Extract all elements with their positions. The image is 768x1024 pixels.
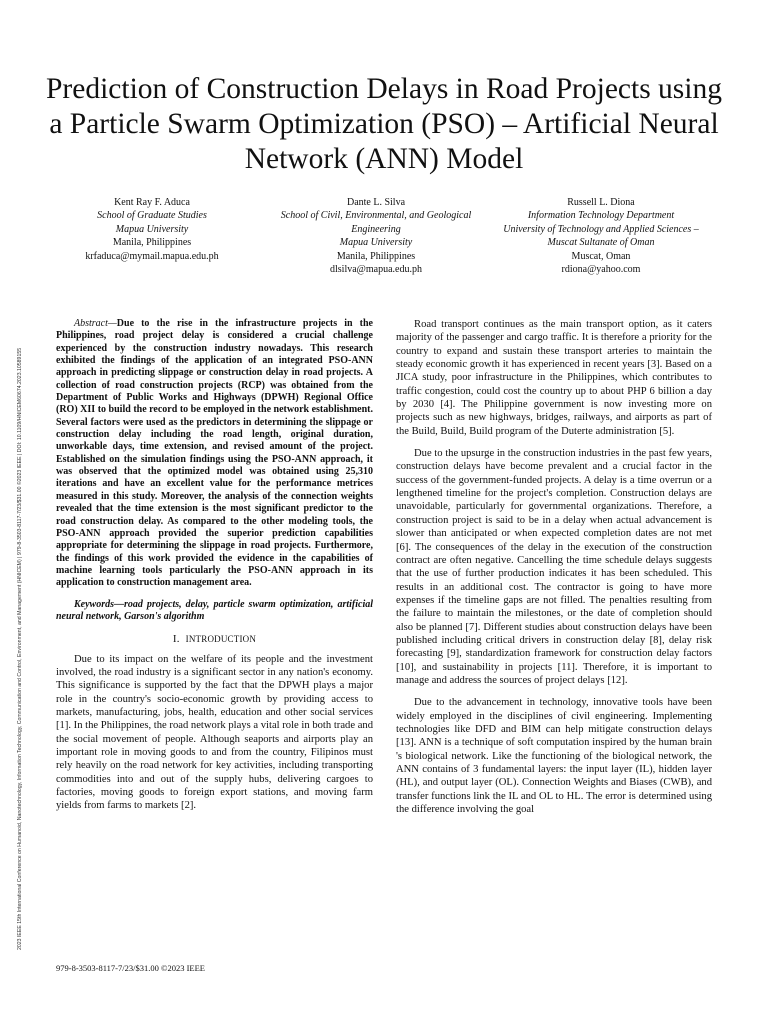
abstract-label: Abstract— — [74, 318, 117, 329]
author-affiliation: Information Technology Department — [527, 210, 675, 222]
author-3 — [491, 196, 711, 276]
right-column — [396, 318, 712, 825]
author-affiliation: University of Technology and Applied Sciences – Muscat Sultanate of Oman — [503, 223, 699, 249]
author-name: Kent Ray F. Aduca — [114, 197, 190, 208]
author-location: Manila, Philippines — [112, 237, 192, 249]
abstract-text: Due to the rise in the infrastructure projects in the Philippines, road project delay is considered a crucial challenge experienced by the construction industry nowadays. This research exhibited the findings of the application of an integrated PSO-ANN approach in predicting slippage or construction delay in road projects. A collection of road construction projects (RCP) was obtained from the Department of Public Works and Highways (DPWH) Regional Office (RO) XII to build the record to be employed in the network establishment. Several factors were used as the predictors in determining the slippage or construction delay including the road length, original duration, unworkable days, time extension, and revised amount of the project. Established on the simulation findings using the PSO-ANN approach, it was observed that the optimized model was obtained using 25,310 iterations and have an excellent value for the performance metrices measured in this study. Moreover, the analysis of the connection weights revealed that the time extension is the most significant predictor to the road construction delay. As compared to the other modeling tools, the PSO-ANN approach provided the superior prediction capabilities appropriate for determining the slippage in road projects. Furthermore, the findings of this work provided the evidence in the capabilities of machine learning tools particularly the PSO-ANN approach in its application to construction management area. — [56, 318, 373, 589]
body-paragraph: Due to the advancement in technology, innovative tools have been widely employed in the disciplines of civil engineering. Implementing technologies like DFD and BIM can help mitigate construction delays [13]. ANN is a technique of soft computation inspired by the human brain 's biological network. Like the functioning of the biological network, the ANN contains of 3 fundamental layers: the input layer (IL), hidden layer (HL), and output layer (OL). Connection Weights and Biases (CWB), and transfer functions link the IL and OL to HL. The error is determined using the difference involving the goal — [396, 697, 712, 816]
section-number: I. — [172, 633, 180, 646]
conference-sidebar-text: 2023 IEEE 15th International Conference on Humanoid, Nanotechnology, Information Technology, Communication and Control, Environment, and Management (HNICEM) | 979-8-3503-8117-7/23/$31.00 ©2023 IEEE | DOI: 10.1109/HNICEM60674.2023.10589155 — [17, 347, 23, 950]
author-affiliation: School of Civil, Environmental, and Geological Engineering — [280, 210, 472, 235]
body-paragraph: Road transport continues as the main transport option, as it caters majority of the passenger and cargo traffic. It is therefore a priority for the country to expand and sustain these transport arteries to maintain the steady economic growth it has experienced in recent years [3]. Based on a JICA study, poor infrastructure in the Philippines, which contributes to traffic congestion, could cost the country up to about PHP 6 billion a day by 2030 [4]. The Philippine government is now investing more on projects such as new highways, bridges, railways, and airports as part of the Build, Build, Build program of the Duterte administration [5]. — [396, 319, 712, 437]
keywords: Keywords—road projects, delay, particle swarm optimization, artificial neural network, Garson's algorithm — [56, 598, 373, 622]
author-2 — [266, 196, 486, 276]
section-title: INTRODUCTION — [185, 634, 257, 645]
section-heading — [56, 633, 373, 646]
abstract — [56, 318, 373, 590]
author-location: Manila, Philippines — [336, 250, 416, 262]
conference-sidebar — [6, 90, 23, 950]
author-name: Russell L. Diona — [567, 197, 635, 208]
author-affiliation: Mapua University — [115, 223, 189, 235]
author-name: Dante L. Silva — [346, 197, 406, 208]
author-affiliation: Mapua University — [339, 237, 413, 249]
author-email: rdiona@yahoo.com — [561, 264, 641, 276]
author-email: dlsilva@mapua.edu.ph — [330, 264, 422, 276]
body-paragraph: Due to its impact on the welfare of its people and the investment involved, the road industry is a significant sector in any nation's economy. This significance is supported by the fact that the DPWH plays a major role in the country's socio-economic growth by providing access to markets, manufacturing, jobs, health, education and other social services [1]. In the Philippines, the road network plays a vital role in both trade and the social movement of people. Although seaports and airports play an important role in moving goods to and from the country, Filipinos must rely heavily on the road network for key activities, including transporting commodities into and out of the supply hubs, delivering cargoes to factories, moving goods to foreign export stations, and moving farm yields from farms to markets [2]. — [56, 653, 373, 812]
author-email: krfaduca@mymail.mapua.edu.ph — [85, 250, 219, 262]
body-paragraph: Due to the upsurge in the construction industries in the past few years, construction delays have become prevalent and a crucial factor in the success of the government-funded projects. A delay is a time overrun or a lengthened timeline for the project's completion. Construction delays are unavoidable, particularly for governmental organizations. Therefore, a construction project is said to be in a delay when actual advancement is slower than anticipated or when expected completion dates are not met [6]. The consequences of the delay in the execution of the construction contract are often negative. Cancelling the time schedule delays suggests that the use of further production indicates it has been scheduled. This results in an additional cost. The contractor is going to have more expenses if the timeline gaps are not filled. The penalties resulting from the failure to maintain the milestones, or the date of completion should also be planned [7]. Different studies about construction delays have been published including critical drivers in construction delay [8], delay risk forecasting [9], standardization framework for construction delay factors [10], and sustainability in projects [11]. Therefore, it is important to manage and address the sources of project delays [12]. — [396, 448, 712, 686]
author-location: Muscat, Oman — [571, 250, 631, 262]
copyright-footer: 979-8-3503-8117-7/23/$31.00 ©2023 IEEE — [56, 963, 205, 973]
author-affiliation: School of Graduate Studies — [97, 210, 207, 222]
author-1 — [42, 196, 262, 263]
left-column — [56, 318, 373, 822]
paper-title: Prediction of Construction Delays in Road Projects using a Particle Swarm Optimization (PSO) – Artificial Neural Network (ANN) Model — [46, 73, 722, 175]
